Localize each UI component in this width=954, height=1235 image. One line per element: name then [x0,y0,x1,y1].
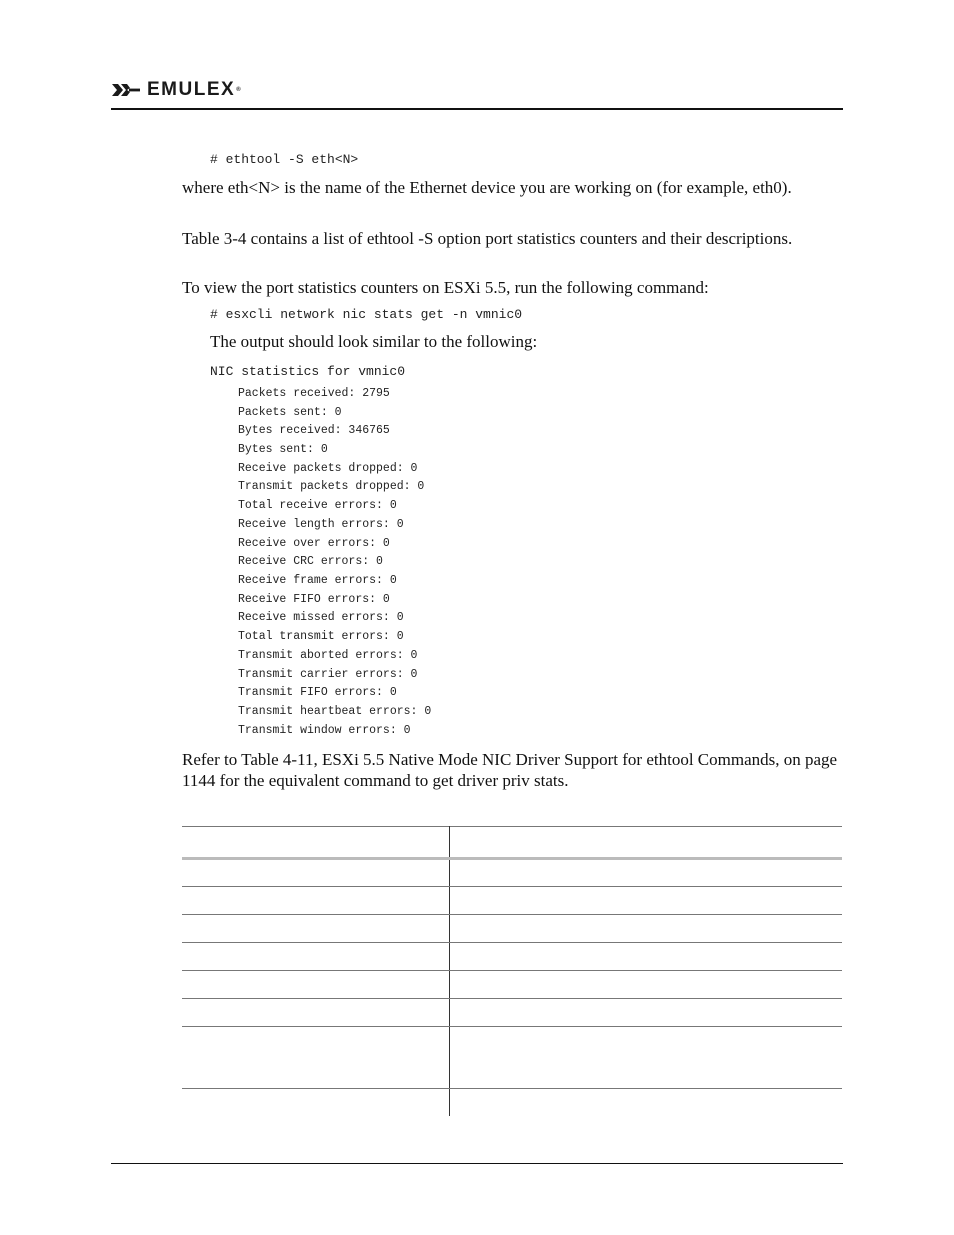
output-line: Total transmit errors: 0 [238,630,404,643]
brand-name: EMULEX® [147,79,243,100]
table-row [182,971,842,999]
output-line: Transmit window errors: 0 [238,724,411,737]
output-line: Receive packets dropped: 0 [238,462,418,475]
output-line: Transmit heartbeat errors: 0 [238,705,432,718]
paragraph-device-name: where eth<N> is the name of the Ethernet device you are working on (for example, eth0). [182,178,792,197]
output-line: Bytes received: 346765 [238,424,390,437]
output-line: Transmit carrier errors: 0 [238,668,418,681]
table-cell [182,999,450,1027]
paragraph-table-ref: Table 3-4 contains a list of ethtool -S option port statistics counters and their descriptions. [182,229,793,248]
table-row [182,859,842,887]
paragraph-refer: Refer to Table 4-11, ESXi 5.5 Native Mode NIC Driver Support for ethtool Commands, on page 1144 for the equivalent command to get driver priv stats. [182,750,838,790]
output-line: Total receive errors: 0 [238,499,397,512]
table-row [182,999,842,1027]
paragraph-esxi-intro: To view the port statistics counters on ESXi 5.5, run the following command: [182,278,709,297]
output-line: Receive frame errors: 0 [238,574,397,587]
output-line: Receive over errors: 0 [238,537,390,550]
table-cell [450,887,843,915]
table-cell [450,1089,843,1116]
emulex-logo [111,80,242,100]
table-cell [182,1027,450,1089]
table-cell [182,915,450,943]
output-line: Packets received: 2795 [238,387,390,400]
table-cell [182,943,450,971]
table-cell [450,1027,843,1089]
output-line: Transmit aborted errors: 0 [238,649,418,662]
table-row [182,915,842,943]
table-cell [182,859,450,887]
table-row [182,943,842,971]
table-cell [182,1089,450,1116]
paragraph-output-intro: The output should look similar to the following: [210,332,538,351]
table-cell [450,971,843,999]
table-cell [450,859,843,887]
output-heading: NIC statistics for vmnic0 [210,364,406,379]
table-row [182,1027,842,1089]
table-cell [450,915,843,943]
output-line: Receive missed errors: 0 [238,611,404,624]
table-cell [450,999,843,1027]
table-row [182,1089,842,1116]
output-line: Receive length errors: 0 [238,518,404,531]
footer-rule [111,1163,843,1164]
output-line: Receive CRC errors: 0 [238,555,383,568]
header-rule [111,108,843,110]
output-line: Bytes sent: 0 [238,443,328,456]
table-cell [450,943,843,971]
esxcli-command: # esxcli network nic stats get -n vmnic0 [210,307,523,322]
output-line: Transmit FIFO errors: 0 [238,686,397,699]
emulex-logo-icon [111,82,141,98]
table-cell [182,887,450,915]
output-line: Packets sent: 0 [238,406,342,419]
output-line: Receive FIFO errors: 0 [238,593,390,606]
table-cell [182,971,450,999]
ethtool-command: # ethtool -S eth<N> [210,152,359,167]
table-header-row [182,827,842,859]
output-line: Transmit packets dropped: 0 [238,480,425,493]
statistics-table [182,826,842,1116]
table-header-cell [182,827,450,859]
table-header-cell [450,827,843,859]
table-row [182,887,842,915]
